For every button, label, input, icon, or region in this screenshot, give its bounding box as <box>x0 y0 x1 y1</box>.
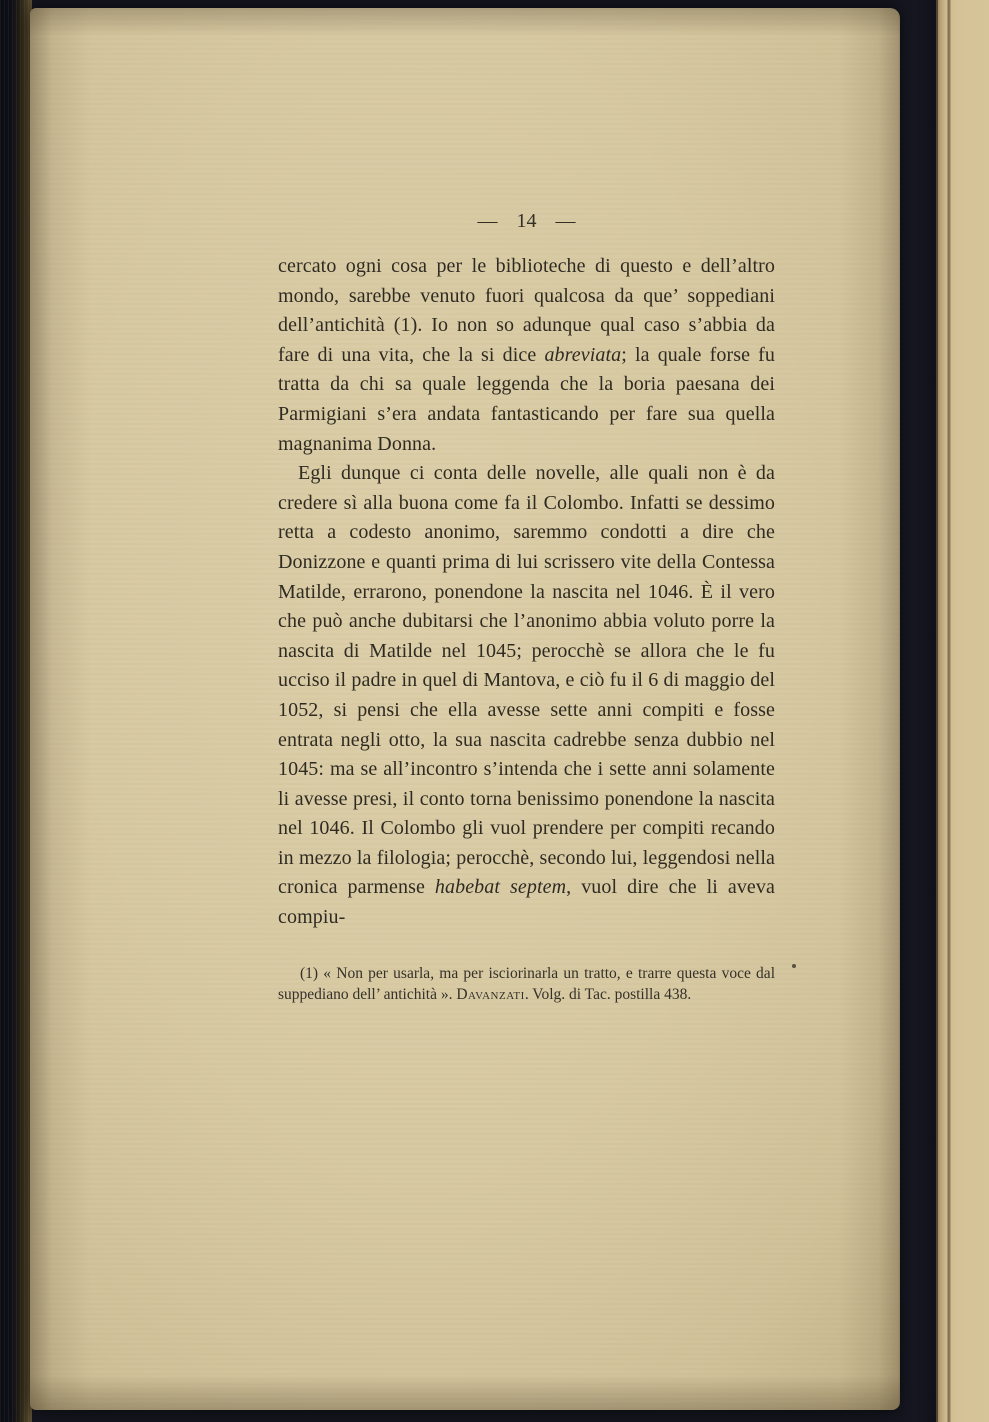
paragraph <box>278 252 775 459</box>
text-segment: (1) « Non per usarla, ma per isciorinarla un tratto, e trarre questa voce dal suppediano dell’ antichità ». <box>278 964 775 1004</box>
paragraph <box>278 459 775 933</box>
adjacent-page-edge <box>936 0 989 1422</box>
text-segment: , vuol dire che li aveva compiu- <box>278 876 775 929</box>
text-segment-italic: habebat septem <box>434 876 567 899</box>
page-edges-left <box>0 0 32 1422</box>
text-segment: ; la quale forse fu tratta da chi sa quale leggenda che la boria paesana dei Parmigiani s’era andata fantasticando per fare sua quella magnanima Donna. <box>278 343 776 455</box>
text-block <box>278 208 775 1006</box>
text-segment-smallcaps: Davanzati <box>456 986 525 1004</box>
body-text <box>278 252 775 933</box>
ink-speck <box>792 964 796 968</box>
text-segment: Egli dunque ci conta delle novelle, alle quali non è da credere sì alla buona come fa il Colombo. Infatti se dessimo retta a codesto anonimo, saremmo condotti a dire che Donizzone e quanti prima di lui scrissero vite della Contessa Matilde, errarono, ponendone la nascita nel 1046. È il vero che può anche dubitarsi che l’anonimo abbia voluto porre la nascita di Matilde nel 1045; perocchè se allora che le fu ucciso il padre in quel di Mantova, e ciò fu il 6 di maggio del 1052, si pensi che ella avesse sette anni compiti e fosse entrata negli otto, la sua nascita cadrebbe senza dubbio nel 1045: ma se all’incontro s’intenda che i sette anni solamente li avesse presi, il conto torna benissimo ponendone la nascita nel 1046. Il Colombo gli vuol prendere per compiti recando in mezzo la filologia; perocchè, secondo lui, leggendosi nella cronica parmense <box>278 462 775 899</box>
text-segment: cercato ogni cosa per le biblioteche di questo e dell’altro mondo, sarebbe venuto fuori qualcosa da que’ soppediani dell’antichità (1). Io non so adunque qual caso s’abbia da fare di una vita, che la si dice <box>278 255 775 366</box>
text-segment-italic: abreviata <box>544 343 622 366</box>
footnote <box>278 963 775 1006</box>
book-page <box>30 8 900 1410</box>
text-segment: . Volg. di Tac. postilla 438. <box>524 986 692 1004</box>
page-gutter-shadow <box>898 0 938 1422</box>
page-number: — 14 — <box>477 210 576 232</box>
